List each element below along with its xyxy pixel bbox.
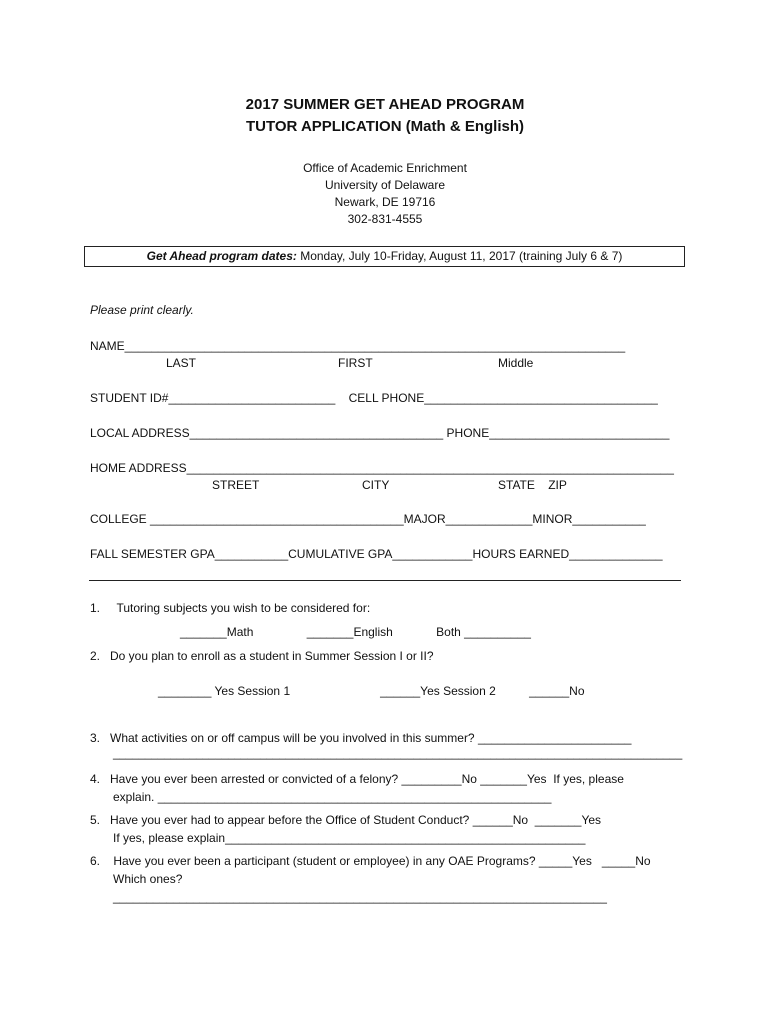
title-line-1: 2017 SUMMER GET AHEAD PROGRAM xyxy=(245,96,525,113)
home-sublabel-street: STREET xyxy=(212,478,260,492)
question-5[interactable]: 5. Have you ever had to appear before the Office of Student Conduct? ______No _______Yes xyxy=(90,813,602,827)
question-4[interactable]: 4. Have you ever been arrested or convicted of a felony? _________No _______Yes If yes, please xyxy=(90,772,624,786)
college-major-minor-field[interactable]: COLLEGE ______________________________________MAJOR_____________MINOR___________ xyxy=(90,512,646,526)
question-2: 2. Do you plan to enroll as a student in Summer Session I or II? xyxy=(90,649,434,663)
section-divider xyxy=(89,580,681,581)
program-dates-text: Monday, July 10-Friday, August 11, 2017 (training July 6 & 7) xyxy=(296,249,623,263)
question-1-options[interactable]: _______Math _______English Both __________ xyxy=(180,625,531,639)
program-dates-box xyxy=(84,246,685,267)
gpa-hours-field[interactable]: FALL SEMESTER GPA___________CUMULATIVE GPA____________HOURS EARNED______________ xyxy=(90,547,663,561)
name-sublabel-middle: Middle xyxy=(498,356,534,370)
local-address-phone-field[interactable]: LOCAL ADDRESS______________________________________ PHONE___________________________ xyxy=(90,426,670,440)
university-name: University of Delaware xyxy=(324,178,446,192)
student-id-cell-phone-field[interactable]: STUDENT ID#_________________________ CELL PHONE___________________________________ xyxy=(90,391,658,405)
question-2-options[interactable]: ________ Yes Session 1 ______Yes Session 2 ______No xyxy=(158,684,585,698)
office-name: Office of Academic Enrichment xyxy=(303,161,467,175)
home-sublabel-city: CITY xyxy=(362,478,390,492)
question-6-which: Which ones? xyxy=(113,872,183,886)
home-sublabel-state-zip: STATE ZIP xyxy=(498,478,567,492)
question-3[interactable]: 3. What activities on or off campus will be you involved in this summer? _______________________ xyxy=(90,731,632,745)
question-5-explain[interactable]: If yes, please explain______________________________________________________ xyxy=(113,831,586,845)
question-6-answer-line[interactable]: __________________________________________________________________________ xyxy=(113,890,607,904)
question-6[interactable]: 6. Have you ever been a participant (student or employee) in any OAE Programs? _____Yes _____No xyxy=(90,854,651,868)
home-address-field[interactable]: HOME ADDRESS_________________________________________________________________________ xyxy=(90,461,674,475)
question-3-answer-line[interactable]: _________________________________________________________________________________________ xyxy=(113,748,683,760)
office-phone: 302-831-4555 xyxy=(347,212,423,226)
name-field[interactable]: NAME___________________________________________________________________________ xyxy=(90,339,626,353)
program-dates-label: Get Ahead program dates: xyxy=(146,249,297,263)
question-4-explain[interactable]: explain. ___________________________________________________________ xyxy=(113,790,552,804)
title-line-2: TUTOR APPLICATION (Math & English) xyxy=(245,118,525,135)
name-sublabel-last: LAST xyxy=(166,356,197,370)
office-address: Newark, DE 19716 xyxy=(334,195,436,209)
question-1: 1. Tutoring subjects you wish to be considered for: xyxy=(90,601,371,615)
name-sublabel-first: FIRST xyxy=(338,356,373,370)
print-instruction: Please print clearly. xyxy=(90,303,194,317)
